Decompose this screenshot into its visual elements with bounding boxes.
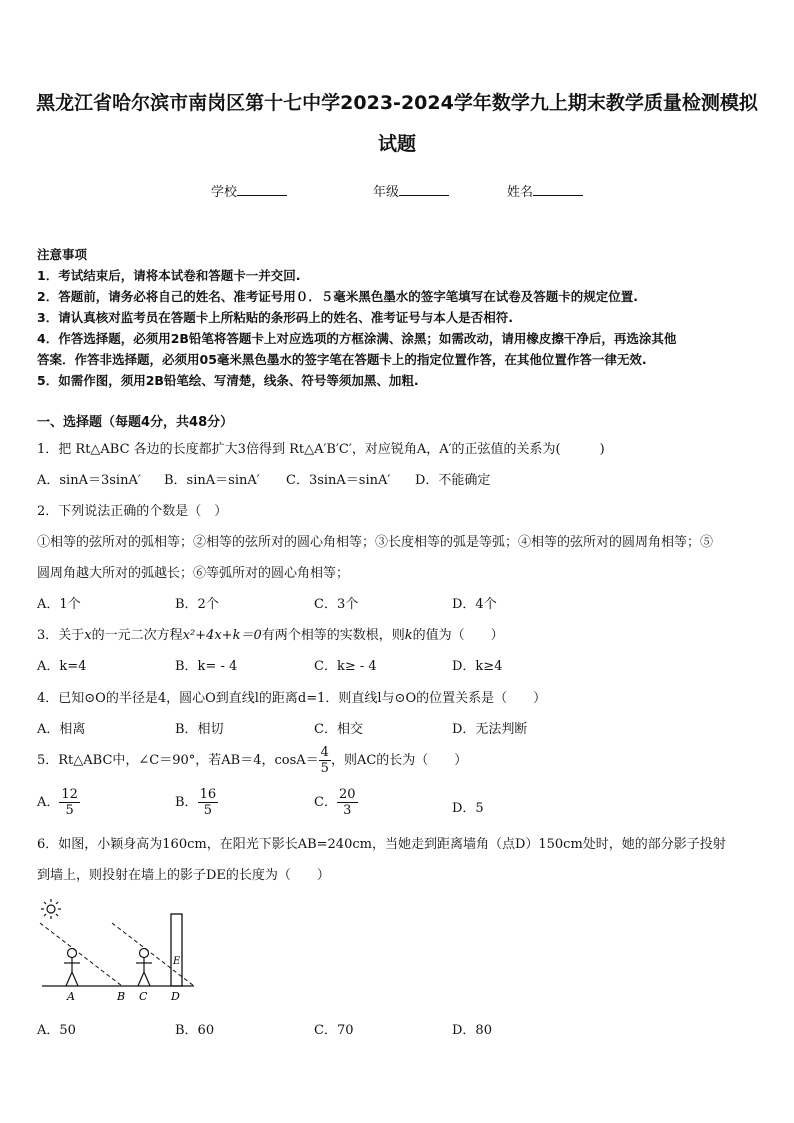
label-b: B (117, 990, 126, 1003)
q5-option-c[interactable] (314, 787, 358, 818)
question-2-statements-cont: 圆周角越大所对的弧越长；⑥等弧所对的圆心角相等； (37, 566, 350, 581)
exam-title-line2: 试题 (377, 133, 416, 155)
question-2-statements: ①相等的弦所对的弧相等；②相等的弦所对的圆心角相等；③长度相等的弧是等弧；④相等的弦所对的圆周角相等；⑤ (37, 535, 714, 550)
label-d: D (171, 990, 180, 1003)
question-3 (37, 624, 504, 643)
q5-option-b[interactable] (175, 787, 218, 818)
q5-fraction-num: 4 (320, 745, 329, 760)
q1-option-b[interactable]: B．sinA＝sinA′ (164, 473, 260, 488)
q3-option-b[interactable]: B．k= - 4 (175, 659, 238, 674)
q4-option-a[interactable]: A．相离 (37, 722, 86, 737)
q2-option-a[interactable]: A．1个 (37, 597, 81, 612)
question-1: 1．把 Rt△ABC 各边的长度都扩大3倍得到 Rt△A′B′C′，对应锐角A，A′的正弦值的关系为( ) (37, 442, 605, 457)
question-2: 2．下列说法正确的个数是（ ） (37, 504, 228, 519)
q3-option-a[interactable]: A．k=4 (37, 659, 87, 674)
q2-option-d[interactable]: D．4个 (452, 597, 497, 612)
grade-blank[interactable] (399, 182, 449, 196)
shadow-figure (36, 896, 206, 1004)
notes-heading: 注意事项 (37, 247, 88, 262)
q5-a-fraction (59, 787, 80, 818)
q5-option-a[interactable] (37, 787, 80, 818)
sun-ray-1 (40, 923, 122, 986)
label-e: E (173, 956, 181, 967)
q5-text-post: ，则AC的长为（ ） (330, 753, 468, 768)
q2-option-c[interactable]: C．3个 (314, 597, 359, 612)
label-c: C (139, 990, 148, 1003)
q1-option-d[interactable]: D．不能确定 (415, 473, 491, 488)
q3-text-end: 的值为（ ） (412, 628, 504, 643)
question-4: 4．已知⊙O的半径是4，圆心O到直线l的距离d=1．则直线l与⊙O的位置关系是（ ） (37, 691, 547, 706)
q5-c-den: 3 (343, 803, 352, 818)
q6-option-c[interactable]: C．70 (314, 1023, 354, 1038)
question-6: 6．如图，小颖身高为160cm，在阳光下影长AB=240cm，当她走到距离墙角（点D）150cm处时，她的部分影子投射 (37, 837, 726, 852)
q5-fraction-den: 5 (320, 761, 329, 776)
person-at-c (136, 949, 152, 987)
q6-option-a[interactable]: A．50 (37, 1023, 76, 1038)
q4-option-c[interactable]: C．相交 (314, 722, 363, 737)
q3-var-k: k (404, 628, 413, 643)
school-field[interactable] (211, 181, 287, 200)
q5-a-label: A． (37, 795, 60, 810)
q6-option-d[interactable]: D．80 (452, 1023, 492, 1038)
q5-b-fraction (198, 787, 219, 818)
q5-option-d[interactable]: D．5 (452, 801, 484, 816)
q5-c-fraction (337, 787, 358, 818)
q3-option-c[interactable]: C．k≥ - 4 (314, 659, 377, 674)
school-label: 学校 (211, 185, 238, 200)
question-5 (37, 745, 467, 776)
note-item: 4．作答选择题，必须用2B铅笔将答题卡上对应选项的方框涂满、涂黑；如需改动，请用橡皮擦干净后，再选涂其他 (37, 331, 677, 346)
school-blank[interactable] (237, 182, 287, 196)
q6-option-b[interactable]: B．60 (175, 1023, 215, 1038)
note-item: 2．答题前，请务必将自己的姓名、准考证号用０．５毫米黑色墨水的签字笔填写在试卷及答题卡的规定位置. (37, 289, 638, 304)
label-a: A (67, 990, 75, 1003)
grade-field[interactable] (373, 181, 449, 200)
q3-equation: x²+4x+k＝0 (182, 628, 262, 643)
note-item: 答案．作答非选择题，必须用05毫米黑色墨水的签字笔在答题卡上的指定位置作答，在其他位置作答一律无效. (37, 352, 647, 367)
q5-c-label: C． (314, 795, 337, 810)
person-at-a (64, 949, 80, 987)
q5-a-den: 5 (65, 803, 74, 818)
q4-option-b[interactable]: B．相切 (175, 722, 224, 737)
note-item: 5．如需作图，须用2B铅笔绘、写清楚，线条、符号等须加黑、加粗. (37, 373, 419, 388)
q5-c-num: 20 (338, 787, 356, 802)
section-heading: 一、选择题（每题4分，共48分） (37, 415, 234, 430)
q5-a-num: 12 (61, 787, 78, 802)
note-item: 3．请认真核对监考员在答题卡上所粘贴的条形码上的姓名、准考证号与本人是否相符. (37, 310, 513, 325)
name-field[interactable] (507, 181, 583, 200)
sun-icon (41, 899, 61, 919)
exam-title-line1: 黑龙江省哈尔滨市南岗区第十七中学2023-2024学年数学九上期末教学质量检测模拟 (36, 92, 758, 114)
name-blank[interactable] (533, 182, 583, 196)
q3-text-post: 有两个相等的实数根，则 (261, 628, 405, 643)
q3-var-x: x (84, 628, 92, 643)
grade-label: 年级 (373, 185, 400, 200)
q5-b-den: 5 (203, 803, 212, 818)
q3-text-mid: 的一元二次方程 (91, 628, 183, 643)
q1-option-a[interactable]: A．sinA＝3sinA′ (37, 473, 141, 488)
q1-option-c[interactable]: C．3sinA＝sinA′ (286, 473, 391, 488)
q5-fraction (319, 745, 331, 776)
q4-option-d[interactable]: D．无法判断 (452, 722, 528, 737)
student-info-fields (0, 181, 794, 201)
q2-option-b[interactable]: B．2个 (175, 597, 219, 612)
q3-option-d[interactable]: D．k≥4 (452, 659, 503, 674)
note-item: 1．考试结束后，请将本试卷和答题卡一并交回. (37, 268, 301, 283)
q5-text-pre: 5．Rt△ABC中，∠C＝90°，若AB＝4，cosA＝ (37, 753, 319, 768)
q5-b-label: B． (175, 795, 198, 810)
q5-b-num: 16 (199, 787, 217, 802)
name-label: 姓名 (507, 185, 534, 200)
question-6-cont: 到墙上，则投射在墙上的影子DE的长度为（ ） (37, 868, 330, 883)
q3-text-pre: 3．关于 (37, 628, 85, 643)
